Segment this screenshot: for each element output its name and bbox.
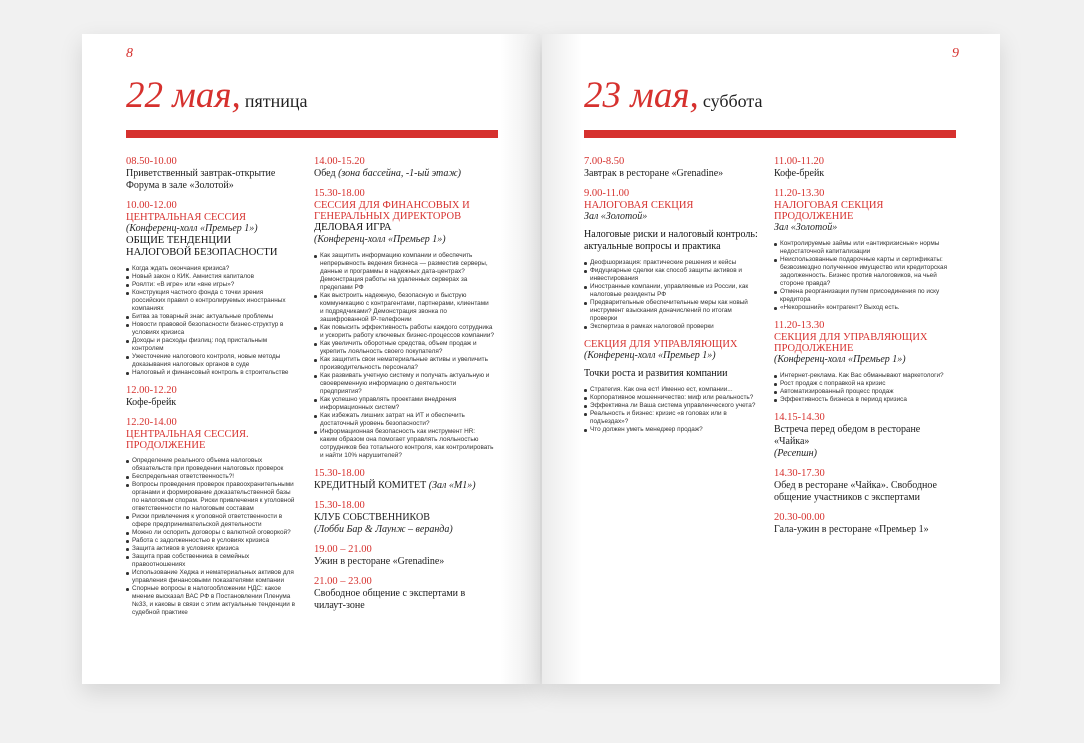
list-item: Как защитить свои нематериальные активы и увеличить производительность персонала? bbox=[314, 356, 494, 372]
list-item: Как увеличить оборотные средства, объем продаж и укрепить лояльность своего покупателя? bbox=[314, 340, 494, 356]
bullet-list bbox=[126, 265, 296, 377]
item-time: 15.30-18.00 bbox=[314, 500, 365, 511]
item-venue-inline: (Зал «М1») bbox=[426, 480, 476, 491]
item-venue: Зал «Золотой» bbox=[584, 211, 648, 222]
item-time: 12.00-12.20 bbox=[126, 385, 177, 396]
list-item: Автоматизированный процесс продаж bbox=[774, 388, 956, 396]
item-topic: ОБЩИЕ ТЕНДЕНЦИИ НАЛОГОВОЙ БЕЗОПАСНОСТИ bbox=[126, 235, 278, 258]
schedule-item bbox=[314, 468, 494, 492]
item-time: 20.30-00.00 bbox=[774, 512, 825, 523]
list-item: Предварительные обеспечительные меры как новый инструмент взыскания доначислений по итогам проверки bbox=[584, 299, 760, 323]
list-item: Когда ждать окончания кризиса? bbox=[126, 265, 296, 273]
item-time: 21.00 – 23.00 bbox=[314, 576, 372, 587]
red-divider-bar bbox=[126, 130, 498, 138]
item-section: СЕССИЯ ДЛЯ ФИНАНСОВЫХ И ГЕНЕРАЛЬНЫХ ДИРЕКТОРОВ bbox=[314, 200, 470, 222]
list-item: Как успешно управлять проектами внедрения информационных систем? bbox=[314, 396, 494, 412]
right-col-1 bbox=[584, 156, 760, 442]
list-item: Эффективность бизнеса в период кризиса bbox=[774, 396, 956, 404]
schedule-item bbox=[314, 500, 494, 536]
list-item: Конструкция частного фонда с точки зрения российских правил о контролируемых иностранных компаниях bbox=[126, 289, 296, 313]
item-title: Ужин в ресторане «Grenadine» bbox=[314, 556, 445, 567]
item-title-text: Обед bbox=[314, 168, 336, 179]
red-divider-bar bbox=[584, 130, 956, 138]
schedule-item bbox=[314, 544, 494, 568]
list-item: Защита активов в условиях кризиса bbox=[126, 545, 296, 553]
item-title: Встреча перед обедом в ресторане «Чайка» bbox=[774, 424, 921, 447]
item-time: 19.00 – 21.00 bbox=[314, 544, 372, 555]
weekday-label: суббота bbox=[702, 91, 763, 111]
item-time: 14.30-17.30 bbox=[774, 468, 825, 479]
list-item: Как защитить информацию компании и обеспечить непрерывность ведения бизнеса — разместив серверы, данные и программы в надежных дата-центрах? Демонстрация работы на удаленных серверах за пределами РФ bbox=[314, 252, 494, 292]
item-time: 12.20-14.00 bbox=[126, 417, 177, 428]
date-label: 22 мая, bbox=[126, 75, 241, 116]
list-item: Реальность и бизнес: кризис «в головах или в подъездах»? bbox=[584, 410, 760, 426]
list-item: Налоговый и финансовый контроль в строительстве bbox=[126, 369, 296, 377]
list-item: Фидуциарные сделки как способ защиты активов и инвестирования bbox=[584, 267, 760, 283]
list-item: Определение реального объема налоговых обязательств при проведении налоговых проверок bbox=[126, 457, 296, 473]
item-venue: (Ресепшн) bbox=[774, 448, 817, 459]
schedule-item bbox=[774, 156, 956, 180]
day-heading bbox=[584, 74, 762, 117]
schedule-item bbox=[774, 512, 956, 536]
item-section: СЕКЦИЯ ДЛЯ УПРАВЛЯЮЩИХ ПРОДОЛЖЕНИЕ bbox=[774, 332, 928, 354]
bullet-list bbox=[126, 457, 296, 617]
item-time: 14.00-15.20 bbox=[314, 156, 365, 167]
schedule-item bbox=[314, 188, 494, 460]
item-section: НАЛОГОВАЯ СЕКЦИЯ bbox=[584, 200, 694, 211]
list-item: Контролируемые займы или «антикризисные» нормы недостаточной капитализации bbox=[774, 240, 956, 256]
schedule-item bbox=[774, 320, 956, 404]
schedule-item bbox=[584, 188, 760, 331]
list-item: Как развивать учетную систему и получать актуальную и своевременную информацию о деятельности предприятия? bbox=[314, 372, 494, 396]
item-section: ЦЕНТРАЛЬНАЯ СЕССИЯ. ПРОДОЛЖЕНИЕ bbox=[126, 429, 249, 451]
item-venue: (Конференц-холл «Премьер 1») bbox=[126, 223, 258, 234]
list-item: Ужесточение налогового контроля, новые методы доказывания налоговых органов в суде bbox=[126, 353, 296, 369]
list-item: Эффективна ли Ваша система управленческого учета? bbox=[584, 402, 760, 410]
page-number: 9 bbox=[952, 46, 959, 61]
list-item: Использование Хеджа и нематериальных активов для управления финансовыми показателями компании bbox=[126, 569, 296, 585]
item-venue: (Конференц-холл «Премьер 1») bbox=[314, 234, 446, 245]
weekday-label: пятница bbox=[244, 91, 308, 111]
list-item: Роялти: «В игре» или «вне игры»? bbox=[126, 281, 296, 289]
bullet-list bbox=[774, 372, 956, 404]
bullet-list bbox=[584, 259, 760, 331]
schedule-item bbox=[774, 188, 956, 312]
item-time: 14.15-14.30 bbox=[774, 412, 825, 423]
bullet-list bbox=[774, 240, 956, 312]
item-title: Завтрак в ресторане «Grenadine» bbox=[584, 168, 724, 179]
schedule-item bbox=[584, 339, 760, 434]
list-item: Риски привлечения к уголовной ответственности в сфере предпринимательской деятельности bbox=[126, 513, 296, 529]
item-section: СЕКЦИЯ ДЛЯ УПРАВЛЯЮЩИХ bbox=[584, 339, 738, 350]
list-item: Как избежать лишних затрат на ИТ и обеспечить достаточный уровень безопасности? bbox=[314, 412, 494, 428]
item-time: 7.00-8.50 bbox=[584, 156, 625, 167]
item-title: Обед в ресторане «Чайка». Свободное общение участников с экспертами bbox=[774, 480, 937, 503]
schedule-item bbox=[314, 156, 494, 180]
list-item: Неиспользованные подарочные карты и сертификаты: безвозмездно полученное имущество или кредиторская задолженность. Бизнес против налоговиков, на чьей стороне правда? bbox=[774, 256, 956, 288]
right-page bbox=[542, 34, 1000, 684]
list-item: «Некорошний» контрагент? Выход есть. bbox=[774, 304, 956, 312]
date-label: 23 мая, bbox=[584, 75, 699, 116]
item-title: Приветственный завтрак-открытие Форума в зале «Золотой» bbox=[126, 168, 276, 191]
list-item: Можно ли оспорить договоры с валютной оговоркой? bbox=[126, 529, 296, 537]
list-item: Информационная безопасность как инструмент HR: каким образом она помогает управлять лояльностью сотрудников без тотального контроля, как контролировать и найти 10% нарушителей? bbox=[314, 428, 494, 460]
list-item: Корпоративное мошенничество: миф или реальность? bbox=[584, 394, 760, 402]
schedule-item bbox=[774, 412, 956, 460]
list-item: Вопросы проведения проверок правоохранительными органами и формирование доказательственной базы по налоговым спорам. Риски привлечения к уголовной ответственности по налоговым составам bbox=[126, 481, 296, 513]
list-item: Новый закон о КИК. Амнистия капиталов bbox=[126, 273, 296, 281]
list-item: Спорные вопросы в налогообложении НДС: какое мнение высказал ВАС РФ в Постановлении Пленума №33, и каковы в связи с этим актуальные тенденции в судебной практике bbox=[126, 585, 296, 617]
schedule-item bbox=[126, 200, 296, 377]
schedule-item bbox=[126, 417, 296, 617]
schedule-item bbox=[126, 385, 296, 409]
list-item: Как выстроить надежную, безопасную и быструю коммуникацию с контрагентами, партнерами, клиентами и подрядчиками? Демонстрация звонка по зашифрованной IP-телефонии bbox=[314, 292, 494, 324]
item-section: НАЛОГОВАЯ СЕКЦИЯ ПРОДОЛЖЕНИЕ bbox=[774, 200, 884, 222]
schedule-item bbox=[314, 576, 494, 612]
item-title: Кофе-брейк bbox=[126, 397, 177, 408]
list-item: Иностранные компании, управляемые из России, как налоговые резиденты РФ bbox=[584, 283, 760, 299]
schedule-item bbox=[126, 156, 296, 192]
item-venue-inline: (зона бассейна, -1-ый этаж) bbox=[335, 168, 461, 179]
item-venue: (Лобби Бар & Лаунж – веранда) bbox=[314, 524, 453, 535]
item-time: 9.00-11.00 bbox=[584, 188, 630, 199]
item-title bbox=[314, 480, 494, 492]
item-venue: Зал «Золотой» bbox=[774, 222, 838, 233]
item-time: 08.50-10.00 bbox=[126, 156, 177, 167]
list-item: Деофшоризация: практические решения и кейсы bbox=[584, 259, 760, 267]
list-item: Новости правовой безопасности бизнес-структур в условиях кризиса bbox=[126, 321, 296, 337]
left-col-1 bbox=[126, 156, 296, 625]
item-title: КЛУБ СОБСТВЕННИКОВ bbox=[314, 512, 430, 523]
schedule-item bbox=[584, 156, 760, 180]
list-item: Интернет-реклама. Как Вас обманывают маркетологи? bbox=[774, 372, 956, 380]
list-item: Работа с задолженностью в условиях кризиса bbox=[126, 537, 296, 545]
left-page-gutter-shade bbox=[500, 34, 540, 684]
list-item: Битва за товарный знак: актуальные проблемы bbox=[126, 313, 296, 321]
list-item: Отмена реорганизации путем присоединения по иску кредитора bbox=[774, 288, 956, 304]
list-item: Беспредельная ответственность?! bbox=[126, 473, 296, 481]
day-heading bbox=[126, 74, 307, 117]
item-topic: ДЕЛОВАЯ ИГРА bbox=[314, 222, 392, 233]
list-item: Стратегия. Как она ест! Именно ест, компании... bbox=[584, 386, 760, 394]
magazine-spread bbox=[82, 34, 1000, 684]
list-item: Защита прав собственника в семейных правоотношениях bbox=[126, 553, 296, 569]
bullet-list bbox=[314, 252, 494, 460]
item-time: 15.30-18.00 bbox=[314, 468, 365, 479]
schedule-item bbox=[774, 468, 956, 504]
right-col-2 bbox=[774, 156, 956, 544]
left-col-2 bbox=[314, 156, 494, 620]
item-title-text: КРЕДИТНЫЙ КОМИТЕТ bbox=[314, 480, 427, 491]
item-title: Свободное общение с экспертами в чилаут-зоне bbox=[314, 588, 466, 611]
item-time: 15.30-18.00 bbox=[314, 188, 365, 199]
item-section: ЦЕНТРАЛЬНАЯ СЕССИЯ bbox=[126, 212, 247, 223]
list-item: Рост продаж с поправкой на кризис bbox=[774, 380, 956, 388]
item-title bbox=[314, 168, 494, 180]
item-topic: Налоговые риски и налоговый контроль: актуальные вопросы и практика bbox=[584, 229, 758, 252]
item-title: Кофе-брейк bbox=[774, 168, 825, 179]
item-time: 11.00-11.20 bbox=[774, 156, 824, 167]
list-item: Что должен уметь менеджер продаж? bbox=[584, 426, 760, 434]
list-item: Как повысить эффективность работы каждого сотрудника и ускорить работу ключевых бизнес-процессов компании? bbox=[314, 324, 494, 340]
right-page-gutter-shade bbox=[542, 34, 582, 684]
bullet-list bbox=[584, 386, 760, 434]
item-time: 11.20-13.30 bbox=[774, 188, 825, 199]
item-time: 11.20-13.30 bbox=[774, 320, 825, 331]
item-venue: (Конференц-холл «Премьер 1») bbox=[584, 350, 716, 361]
item-venue: (Конференц-холл «Премьер 1») bbox=[774, 354, 906, 365]
item-topic: Точки роста и развития компании bbox=[584, 368, 728, 379]
list-item: Экспертиза в рамках налоговой проверки bbox=[584, 323, 760, 331]
list-item: Доходы и расходы физлиц: под пристальным контролем bbox=[126, 337, 296, 353]
left-page bbox=[82, 34, 540, 684]
item-title: Гала-ужин в ресторане «Премьер 1» bbox=[774, 524, 929, 535]
page-number: 8 bbox=[126, 46, 133, 61]
item-time: 10.00-12.00 bbox=[126, 200, 177, 211]
